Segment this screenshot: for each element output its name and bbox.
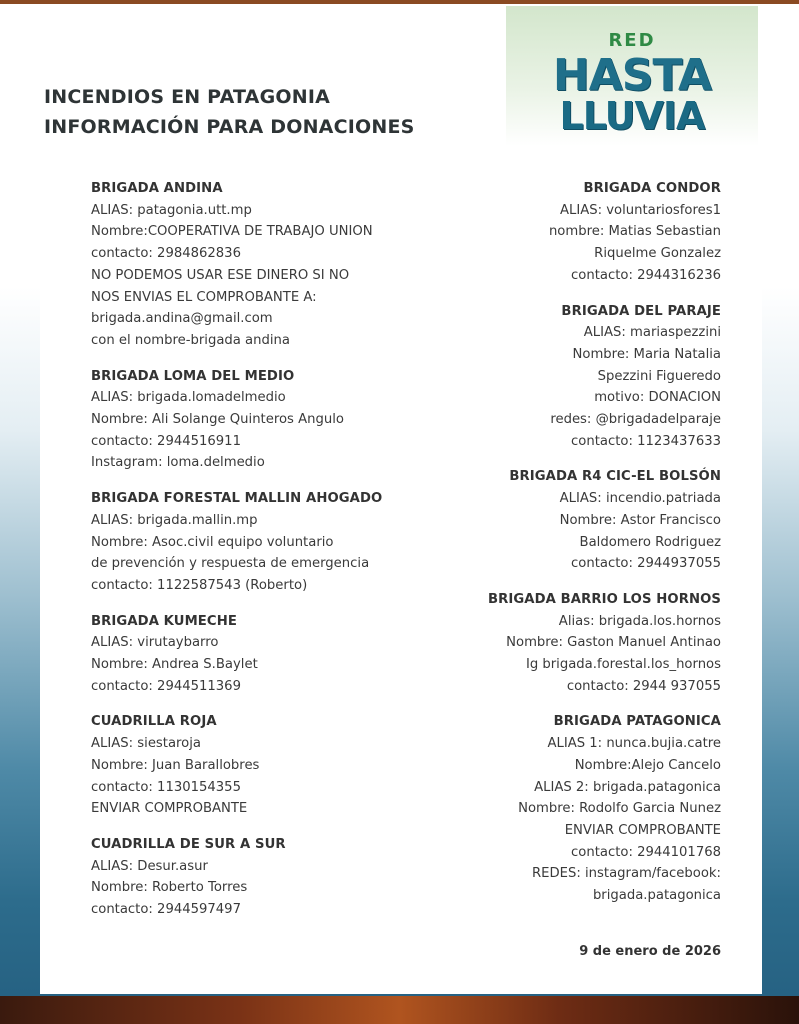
brigade-detail-line: Spezzini Figueredo <box>597 368 721 384</box>
brigade-block <box>391 711 721 906</box>
brigade-detail-line: con el nombre-brigada andina <box>91 332 290 348</box>
brigade-detail-line: ALIAS: Desur.asur <box>91 858 208 874</box>
date-label: 9 de enero de 2026 <box>579 944 721 959</box>
brigade-block <box>391 466 721 575</box>
brigade-block <box>391 301 721 453</box>
brigade-detail-line: ALIAS: incendio.patriada <box>559 491 721 507</box>
brigade-detail-line: contacto: 2944101768 <box>571 844 721 860</box>
brigade-detail-line: Baldomero Rodriguez <box>579 534 721 550</box>
logo-red-text: RED <box>608 30 656 51</box>
brigade-name: BRIGADA CONDOR <box>583 181 721 196</box>
brigade-detail-line: ALIAS: brigada.mallin.mp <box>91 512 258 528</box>
brigade-detail-line: brigada.andina@gmail.com <box>91 311 273 327</box>
brigade-detail-line: ALIAS 2: brigada.patagonica <box>534 779 721 795</box>
brigade-detail-line: ALIAS: patagonia.utt.mp <box>91 202 252 218</box>
brigade-detail-line: contacto: 2944597497 <box>91 902 241 918</box>
page-title-line-2: INFORMACIÓN PARA DONACIONES <box>44 116 415 138</box>
brigade-detail-line: ALIAS: virutaybarro <box>91 635 219 651</box>
brigade-detail-line: Nombre: Juan Barallobres <box>91 757 260 773</box>
brigade-detail-line: contacto: 2984862836 <box>91 246 241 262</box>
brigade-detail-line: Nombre: Maria Natalia <box>572 346 721 362</box>
bottom-border <box>0 996 799 1024</box>
page-title-line-1: INCENDIOS EN PATAGONIA <box>44 86 331 108</box>
brigade-detail-line: Alias: brigada.los.hornos <box>558 613 721 629</box>
brigade-block <box>391 589 721 698</box>
brigade-name: BRIGADA FORESTAL MALLIN AHOGADO <box>91 491 383 507</box>
logo-lluvia-text: LLUVIA <box>559 94 705 138</box>
brigade-detail-line: NOS ENVIAS EL COMPROBANTE A: <box>91 289 317 305</box>
logo-hasta-text: HASTA <box>552 50 712 101</box>
brigade-detail-line: ENVIAR COMPROBANTE <box>91 801 248 817</box>
red-hasta-lluvia-logo <box>506 6 758 146</box>
brigade-name: CUADRILLA ROJA <box>91 714 217 730</box>
brigade-name: CUADRILLA DE SUR A SUR <box>91 836 286 852</box>
brigade-detail-line: Nombre: Asoc.civil equipo voluntario <box>91 534 334 550</box>
brigade-detail-line: NO PODEMOS USAR ESE DINERO SI NO <box>91 267 350 283</box>
brigade-detail-line: ALIAS 1: nunca.bujia.catre <box>547 736 721 752</box>
brigade-detail-line: Nombre: Ali Solange Quinteros Angulo <box>91 412 344 428</box>
brigade-name: BRIGADA KUMECHE <box>91 613 237 629</box>
brigade-name: BRIGADA DEL PARAJE <box>561 303 721 319</box>
brigade-detail-line: REDES: instagram/facebook: <box>532 866 721 882</box>
brigade-detail-line: ALIAS: mariaspezzini <box>583 325 721 341</box>
brigade-detail-line: Nombre:Alejo Cancelo <box>574 757 721 773</box>
brigade-detail-line: ALIAS: voluntariosfores1 <box>559 202 721 218</box>
brigade-name: BRIGADA ANDINA <box>91 181 223 196</box>
brigade-detail-line: Nombre: Gaston Manuel Antinao <box>506 635 721 651</box>
brigade-detail-line: contacto: 2944511369 <box>91 678 241 694</box>
brigade-detail-line: ALIAS: brigada.lomadelmedio <box>91 390 286 406</box>
brigade-detail-line: contacto: 1130154355 <box>91 779 241 795</box>
brigade-detail-line: Riquelme Gonzalez <box>594 246 721 262</box>
brigade-detail-line: motivo: DONACION <box>594 390 721 406</box>
brigade-detail-line: ENVIAR COMPROBANTE <box>564 822 721 838</box>
brigade-detail-line: contacto: 2944316236 <box>571 267 721 283</box>
brigade-detail-line: Nombre:COOPERATIVA DE TRABAJO UNION <box>91 224 373 240</box>
brigade-detail-line: Nombre: Andrea S.Baylet <box>91 657 258 673</box>
brigade-detail-line: contacto: 2944 937055 <box>566 678 721 694</box>
brigade-detail-line: contacto: 1123437633 <box>571 433 721 449</box>
right-column <box>391 178 721 907</box>
brigade-detail-line: redes: @brigadadelparaje <box>550 412 721 428</box>
brigade-block <box>391 178 721 287</box>
brigade-detail-line: contacto: 2944937055 <box>571 556 721 572</box>
brigade-name: BRIGADA PATAGONICA <box>553 714 721 730</box>
top-border <box>0 0 799 4</box>
brigade-detail-line: de prevención y respuesta de emergencia <box>91 556 370 572</box>
brigade-name: BRIGADA LOMA DEL MEDIO <box>91 368 295 384</box>
brigade-detail-line: ALIAS: siestaroja <box>91 736 202 752</box>
brigade-detail-line: contacto: 2944516911 <box>91 433 241 449</box>
brigade-detail-line: nombre: Matias Sebastian <box>548 224 721 240</box>
brigade-detail-line: Nombre: Rodolfo Garcia Nunez <box>518 801 721 817</box>
brigade-detail-line: Nombre: Roberto Torres <box>91 880 248 896</box>
brigade-name: BRIGADA BARRIO LOS HORNOS <box>487 591 721 607</box>
brigade-detail-line: Ig brigada.forestal.los_hornos <box>525 657 721 673</box>
brigade-detail-line: Instagram: loma.delmedio <box>91 455 265 471</box>
brigade-detail-line: brigada.patagonica <box>592 888 721 904</box>
brigade-name: BRIGADA R4 CIC-EL BOLSÓN <box>509 469 721 485</box>
brigade-detail-line: Nombre: Astor Francisco <box>559 512 721 528</box>
brigade-detail-line: contacto: 1122587543 (Roberto) <box>91 577 308 593</box>
